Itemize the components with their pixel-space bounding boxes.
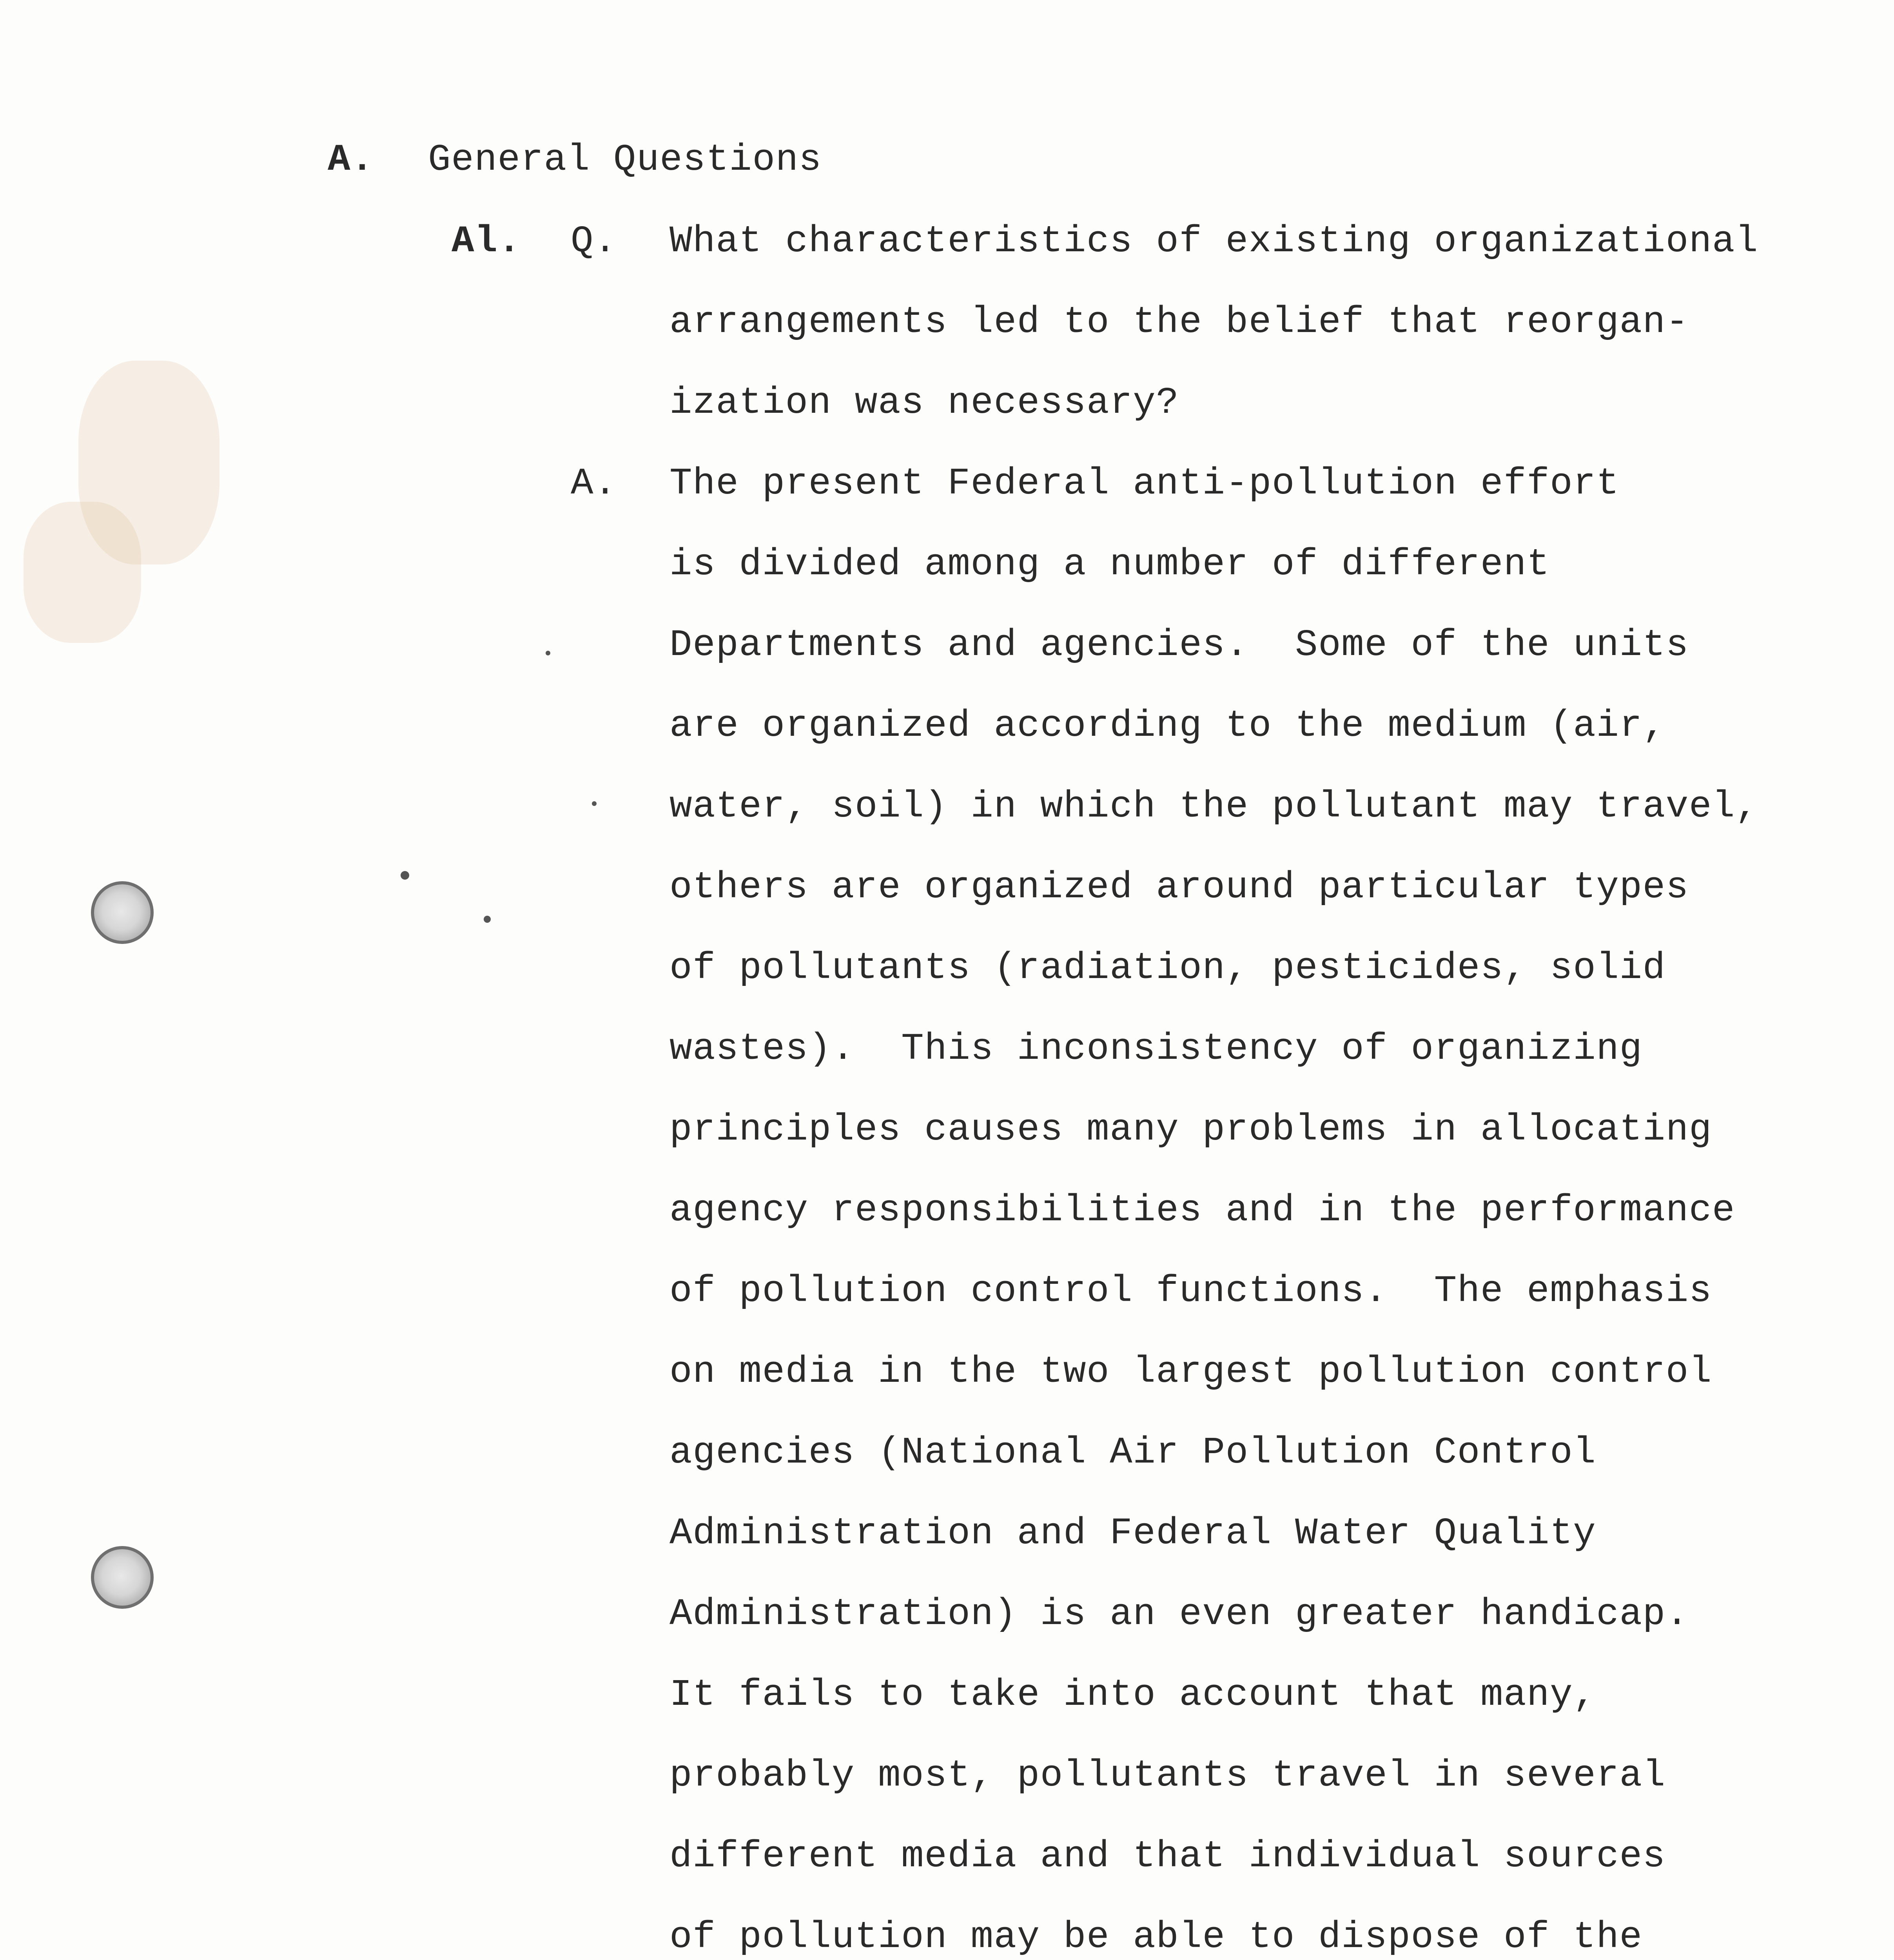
answer-line: of pollution control functions. The emphasis xyxy=(669,1270,1712,1312)
section-marker: A. xyxy=(328,138,374,181)
answer-line: are organized according to the medium (air, xyxy=(669,704,1666,747)
answer-marker: A. xyxy=(571,462,617,505)
question-marker: Q. xyxy=(571,220,617,263)
answer-line: Administration) is an even greater handicap. xyxy=(669,1593,1689,1635)
answer-line: wastes). This inconsistency of organizing xyxy=(669,1027,1643,1070)
paper-stain xyxy=(24,502,141,643)
binder-hole-upper xyxy=(91,881,154,944)
answer-line: others are organized around particular types xyxy=(669,866,1689,909)
answer-line: on media in the two largest pollution control xyxy=(669,1350,1712,1393)
answer-line: is divided among a number of different xyxy=(669,543,1550,586)
paper-speck xyxy=(546,651,550,655)
answer-line: water, soil) in which the pollutant may travel, xyxy=(669,785,1759,828)
answer-line: principles causes many problems in allocating xyxy=(669,1108,1712,1151)
answer-line: agencies (National Air Pollution Control xyxy=(669,1431,1596,1474)
answer-line: probably most, pollutants travel in several xyxy=(669,1754,1666,1797)
binder-hole-lower xyxy=(91,1546,154,1609)
answer-line: The present Federal anti-pollution effort xyxy=(669,462,1620,505)
paper-speck xyxy=(592,801,597,806)
question-line: ization was necessary? xyxy=(669,381,1179,424)
paper-speck xyxy=(401,871,409,880)
answer-line: Administration and Federal Water Quality xyxy=(669,1512,1596,1555)
question-line: What characteristics of existing organizational xyxy=(669,220,1759,263)
answer-line: Departments and agencies. Some of the units xyxy=(669,624,1689,666)
paper-speck xyxy=(484,916,491,923)
answer-line: It fails to take into account that many, xyxy=(669,1673,1596,1716)
answer-line: of pollutants (radiation, pesticides, solid xyxy=(669,947,1666,989)
section-title: General Questions xyxy=(428,138,822,181)
item-number: Al. xyxy=(452,220,521,263)
answer-line: of pollution may be able to dispose of the xyxy=(669,1916,1643,1958)
answer-line: agency responsibilities and in the performance xyxy=(669,1189,1736,1232)
question-line: arrangements led to the belief that reorgan- xyxy=(669,301,1689,343)
answer-line: different media and that individual sources xyxy=(669,1835,1666,1878)
